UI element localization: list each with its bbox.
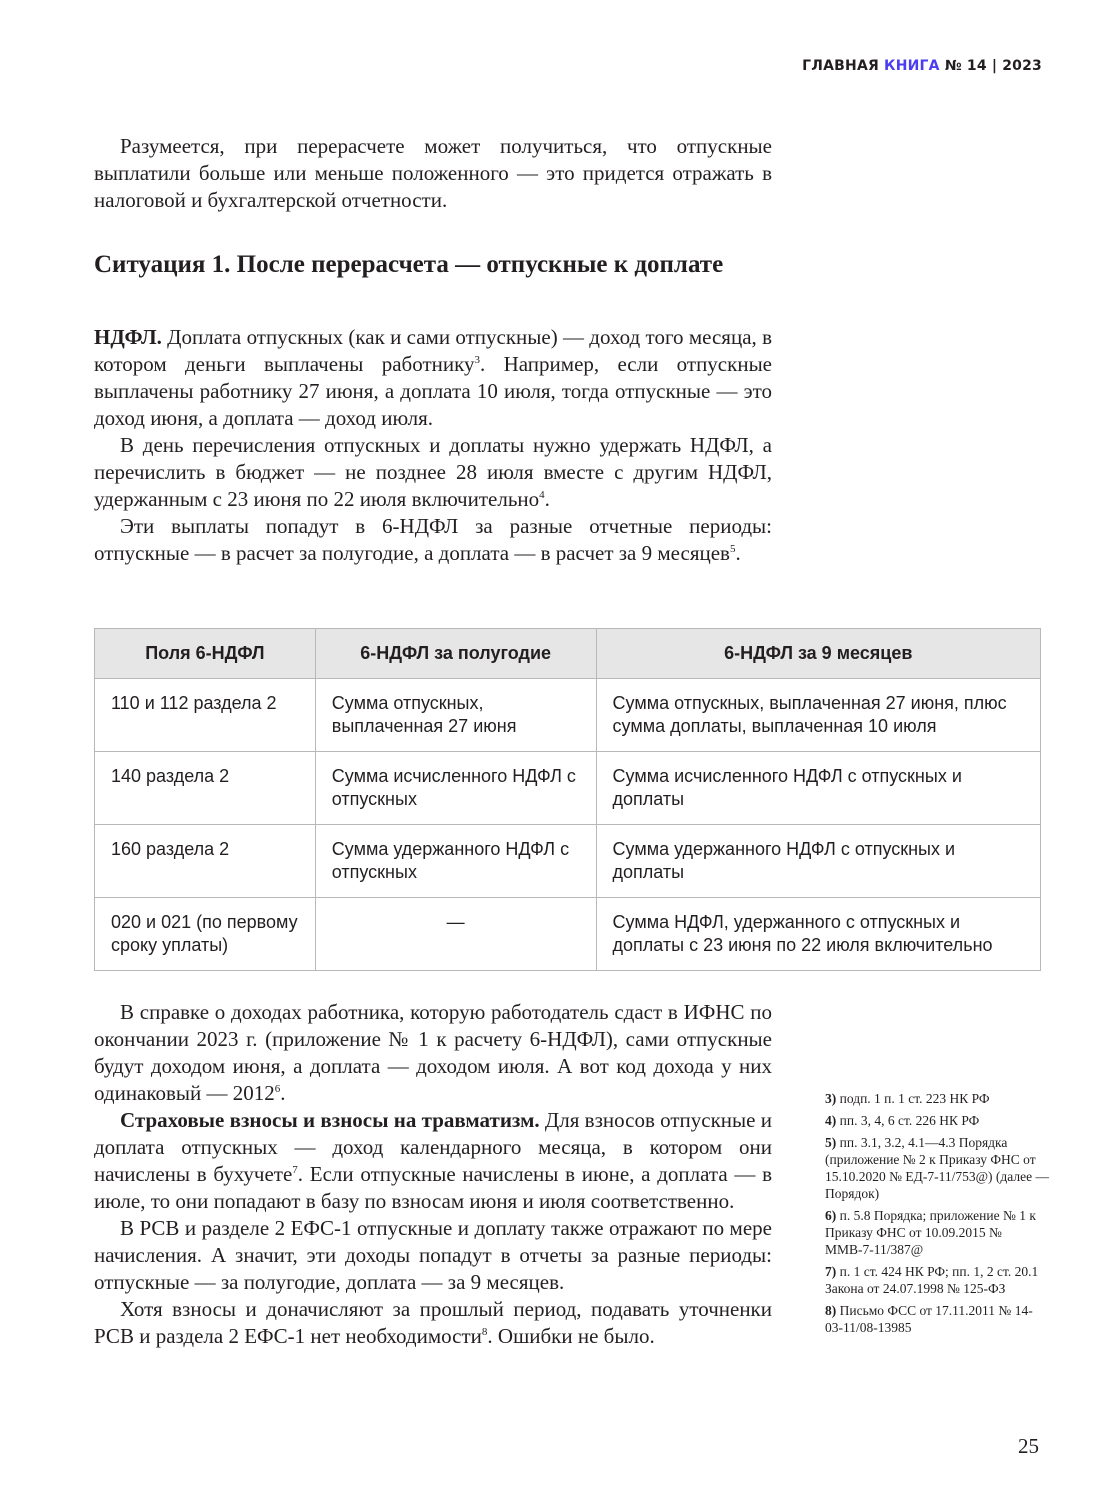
column-header: 6-НДФЛ за 9 месяцев (596, 629, 1040, 679)
footnote-number: 4) (825, 1113, 837, 1128)
footnote (825, 1090, 1050, 1107)
table-row (95, 825, 1041, 898)
table-row (95, 752, 1041, 825)
column-header: 6-НДФЛ за полугодие (315, 629, 596, 679)
footnote-ref: 5 (729, 543, 736, 555)
footnote-text: пп. 3.1, 3.2, 4.1—4.3 Порядка (приложение № 2 к Приказу ФНС от 15.10.2020 № ЕД-7-11/753@) (далее — Порядок) (825, 1135, 1049, 1201)
intro-paragraph: Разумеется, при перерасчете может получиться, что отпускные выплатили больше или меньше положенного — это придется отражать в налоговой и бухгалтерской отчетности. (94, 134, 772, 212)
table-cell: Сумма отпускных, выплаченная 27 июня (315, 679, 596, 752)
ndfl-paragraph-1 (94, 324, 772, 432)
text: Хотя взносы и доначисляют за прошлый период, подавать уточненки РСВ и раздела 2 ЕФС-1 нет необходимости (94, 1297, 772, 1348)
table-cell: 140 раздела 2 (95, 752, 316, 825)
text: . Ошибки не было. (487, 1324, 655, 1348)
text: В справке о доходах работника, которую работодатель сдаст в ИФНС по окончании 2023 г. (приложение № 1 к расчету 6-НДФЛ), сами отпускные будут доходом июня, а доплата — доходом июля. А вот код дохода у них одинаковый — 2012 (94, 1000, 772, 1105)
footnote-text: Письмо ФСС от 17.11.2011 № 14-03-11/08-13985 (825, 1303, 1033, 1335)
ndfl-table (94, 628, 1041, 971)
issue-number: № 14 | 2023 (944, 58, 1042, 74)
table-cell: Сумма удержанного НДФЛ с отпускных и доплаты (596, 825, 1040, 898)
text: Эти выплаты попадут в 6-НДФЛ за разные отчетные периоды: отпускные — в расчет за полугодие, а доплата — в расчет за 9 месяцев (94, 514, 772, 565)
table-cell: Сумма отпускных, выплаченная 27 июня, плюс сумма доплаты, выплаченная 10 июля (596, 679, 1040, 752)
table-cell: Сумма НДФЛ, удержанного с отпускных и доплаты с 23 июня по 22 июля включительно (596, 898, 1040, 971)
page-number: 25 (1018, 1434, 1039, 1458)
table-row (95, 898, 1041, 971)
text: В день перечисления отпускных и доплаты нужно удержать НДФЛ, а перечислить в бюджет — не позднее 28 июля вместе с другим НДФЛ, удержанным с 23 июня по 22 июля включительно (94, 433, 772, 511)
footnote (825, 1112, 1050, 1129)
footnote (825, 1302, 1050, 1336)
intro-block (94, 133, 772, 214)
after-table-block (94, 999, 772, 1350)
table-cell: 110 и 112 раздела 2 (95, 679, 316, 752)
corrections-paragraph (94, 1296, 772, 1350)
table-cell: Сумма исчисленного НДФЛ с отпускных и доплаты (596, 752, 1040, 825)
rsv-paragraph: В РСВ и разделе 2 ЕФС-1 отпускные и доплату также отражают по мере начисления. А значит, эти доходы попадут в отчеты за разные периоды: отпускные — за полугодие, доплата — за 9 месяцев. (94, 1216, 772, 1294)
table-cell: 160 раздела 2 (95, 825, 316, 898)
footnote-ref: 3 (474, 354, 481, 366)
footnote (825, 1134, 1050, 1202)
brand-name: ГЛАВНАЯ (802, 58, 879, 74)
footnote-ref: 6 (274, 1083, 281, 1095)
contributions-lead: Страховые взносы и взносы на травматизм. (120, 1108, 540, 1132)
footnote-number: 3) (825, 1091, 837, 1106)
footnote-number: 5) (825, 1135, 837, 1150)
text: Для взносов отпускные и доплата отпускных — доход календарного месяца, в котором они начислены в бухучете (94, 1108, 772, 1186)
footnote-text: пп. 3, 4, 6 ст. 226 НК РФ (836, 1113, 980, 1128)
footnote-text: подп. 1 п. 1 ст. 223 НК РФ (836, 1091, 990, 1106)
contributions-paragraph (94, 1107, 772, 1215)
footnote (825, 1263, 1050, 1297)
table-cell: 020 и 021 (по первому сроку уплаты) (95, 898, 316, 971)
footnote-number: 6) (825, 1208, 837, 1223)
section-heading: Ситуация 1. После перерасчета — отпускные к доплате (94, 251, 724, 278)
ndfl-block (94, 324, 772, 567)
footnote-text: п. 5.8 Порядка; приложение № 1 к Приказу ФНС от 10.09.2015 № ММВ-7-11/387@ (825, 1208, 1036, 1257)
footnote-ref: 8 (481, 1326, 488, 1338)
text: Доплата отпускных (как и сами отпускные) — доход того месяца, в котором деньги выплачены работнику (94, 325, 772, 376)
ndfl-lead: НДФЛ. (94, 325, 162, 349)
ndfl-paragraph-3: Эти выплаты попадут в 6-НДФЛ за разные отчетные периоды: отпускные — в расчет за полугодие, а доплата — в расчет за 9 месяцев$^5$. (94, 514, 772, 565)
brand-name-accent: КНИГА (884, 58, 940, 74)
table-header-row (95, 629, 1041, 679)
footnotes (825, 1090, 1050, 1341)
table-row (95, 679, 1041, 752)
column-header: Поля 6-НДФЛ (95, 629, 316, 679)
table-cell: — (315, 898, 596, 971)
table-cell: Сумма удержанного НДФЛ с отпускных (315, 825, 596, 898)
income-paragraph: В справке о доходах работника, которую работодатель сдаст в ИФНС по окончании 2023 г. (приложение № 1 к расчету 6-НДФЛ), сами отпускные будут доходом июня, а доплата — доходом июля. А вот код дохода у них одинаковый — 2012$^6$. (94, 1000, 772, 1105)
table-cell: Сумма исчисленного НДФЛ с отпускных (315, 752, 596, 825)
text: . Если отпускные начислены в июне, а доплата — в июле, то они попадают в базу по взносам июня и июля соответственно. (94, 1162, 772, 1213)
running-header (802, 58, 1042, 74)
footnote-ref: 7 (292, 1164, 298, 1176)
footnote-text: п. 1 ст. 424 НК РФ; пп. 1, 2 ст. 20.1 Закона от 24.07.1998 № 125-ФЗ (825, 1264, 1039, 1296)
ndfl-paragraph-2: В день перечисления отпускных и доплаты нужно удержать НДФЛ, а перечислить в бюджет — не позднее 28 июля вместе с другим НДФЛ, удержанным с 23 июня по 22 июля включительно$^4$. (94, 433, 772, 511)
footnote (825, 1207, 1050, 1258)
footnote-number: 7) (825, 1264, 837, 1279)
text: . Например, если отпускные выплачены работнику 27 июня, а доплата 10 июля, тогда отпускные — это доход июня, а доплата — доход июля. (94, 352, 773, 430)
footnote-ref: 4 (539, 489, 545, 501)
footnote-number: 8) (825, 1303, 837, 1318)
